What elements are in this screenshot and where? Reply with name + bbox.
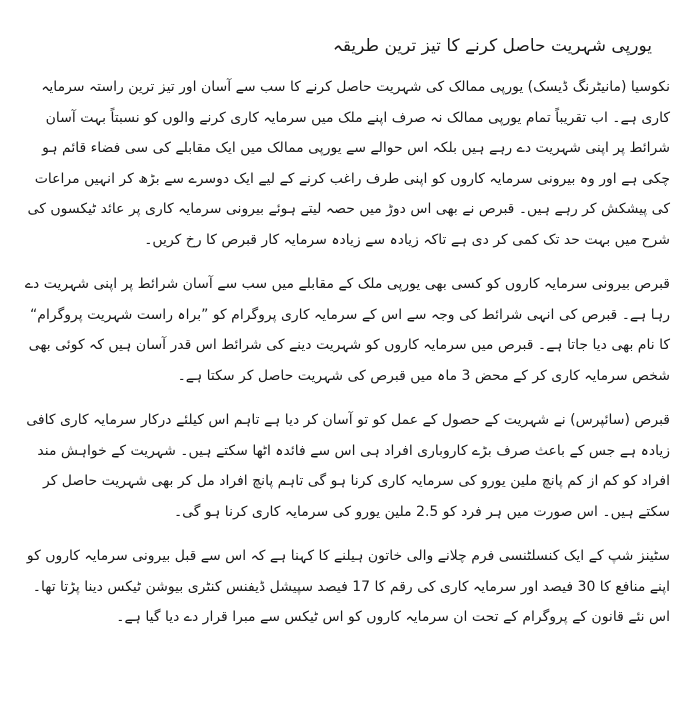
article-title: یورپی شہریت حاصل کرنے کا تیز ترین طریقہ <box>332 36 652 56</box>
article-paragraph-1: نکوسیا (مانیٹرنگ ڈیسک) یورپی ممالک کی شہریت حاصل کرنے کا سب سے آسان اور تیز ترین راستہ سرمایہ کاری ہے۔ اب تقریباً تمام یورپی ممالک نہ صرف اپنے ملک میں سرمایہ کاری کرنے والوں کو نسبتاً بہت آسان شرائط پر اپنی شہریت دے رہے ہیں بلکہ اس حوالے سے یورپی ممالک میں ایک مقابلے کی سی فضاء قائم ہو چکی ہے اور وہ بیرونی سرمایہ کاروں کو اپنی طرف راغب کرنے کے لیے ایک دوسرے سے بڑھ کر انہیں مراعات کی پیشکش کر رہے ہیں۔ قبرص نے بھی اس دوڑ میں حصہ لیتے ہوئے بیرونی سرمایہ کاری پر عائد ٹیکسوں کی شرح میں بہت حد تک کمی کر دی ہے تاکہ زیادہ سے زیادہ سرمایہ کار قبرص کا رخ کریں۔ <box>27 79 670 248</box>
article-paragraph-2: قبرص بیرونی سرمایہ کاروں کو کسی بھی یورپی ملک کے مقابلے میں سب سے آسان شرائط پر اپنی شہریت دے رہا ہے۔ قبرص کی انہی شرائط کی وجہ سے اس کے سرمایہ کاری پروگرام کو ”براہ راست شہریت پروگرام“ کا نام بھی دیا جاتا ہے۔ قبرص میں سرمایہ کاروں کو شہریت دینے کی شرائط اس قدر آسان ہیں کہ کوئی بھی شخص سرمایہ کاری کر کے محض 3 ماہ میں قبرص کی شہریت حاصل کر سکتا ہے۔ <box>24 276 670 384</box>
article-paragraph-3: قبرص (سائپرس) نے شہریت کے حصول کے عمل کو تو آسان کر دیا ہے تاہم اس کیلئے درکار سرمایہ کاری کافی زیادہ ہے جس کے باعث صرف بڑے کاروباری افراد ہی اس سے فائدہ اٹھا سکتے ہیں۔ شہریت کے خواہش مند افراد کو کم از کم پانچ ملین یورو کی سرمایہ کاری کرنا ہو گی تاہم پانچ افراد مل کر بھی شہریت حاصل کر سکتے ہیں۔ اس صورت میں ہر فرد کو 2.5 ملین یورو کی سرمایہ کاری کرنا ہو گی۔ <box>26 412 670 520</box>
article-paragraph-4: سٹینز شپ کے ایک کنسلٹنسی فرم چلانے والی خاتون ہیلنے کا کہنا ہے کہ اس سے قبل بیرونی سرمایہ کاروں کو اپنے منافع کا 30 فیصد اور سرمایہ کاری کی رقم کا 17 فیصد سپیشل ڈیفنس کنٹری بیوشن ٹیکس دینا پڑتا تھا۔ اس نئے قانون کے پروگرام کے تحت ان سرمایہ کاروں کو اس ٹیکس سے مبرا قرار دے دیا گیا ہے۔ <box>26 548 670 625</box>
